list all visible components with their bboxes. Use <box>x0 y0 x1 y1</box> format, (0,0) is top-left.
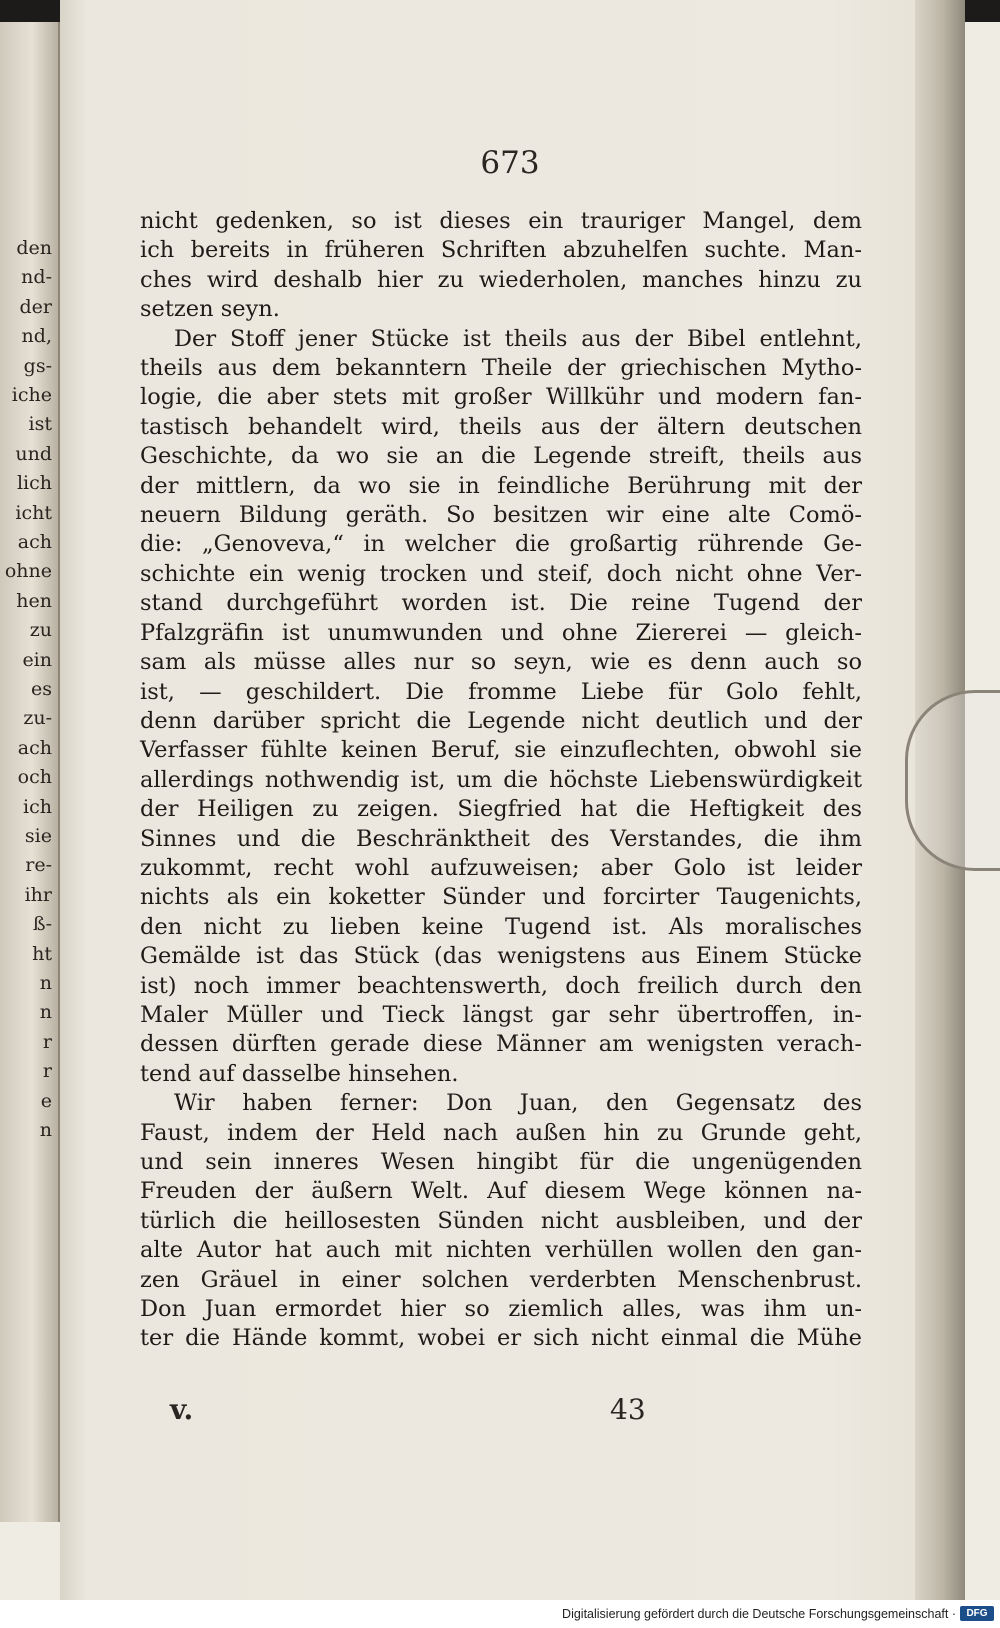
left-page-fragment: re- <box>25 854 52 877</box>
text-line: ches wird deshalb hier zu wiederholen, manches hinzu zu <box>140 266 862 293</box>
left-page-fragment: n <box>39 972 52 994</box>
digitization-credit <box>0 1600 1000 1628</box>
text-line: Faust, indem der Held nach außen hin zu Grunde geht, <box>140 1119 862 1146</box>
left-page-fragment: och <box>17 766 52 789</box>
text-line: zukommt, recht wohl aufzuweisen; aber Golo ist leider <box>140 854 862 881</box>
left-page-fragment: ist <box>28 413 52 436</box>
text-line: neuern Bildung geräth. So besitzen wir eine alte Comö- <box>140 502 862 529</box>
left-page-fragment: icht <box>15 501 52 524</box>
text-line: stand durchgeführt worden ist. Die reine Tugend der <box>140 590 862 617</box>
left-page-fragment: ach <box>17 531 52 553</box>
left-page-fragment: r <box>42 1060 52 1083</box>
text-line: der Heiligen zu zeigen. Siegfried hat die Heftigkeit des <box>140 796 862 823</box>
text-line: der mittlern, da wo sie in feindliche Berührung mit der <box>140 472 862 499</box>
left-page-fragment: e <box>40 1089 52 1112</box>
signature-mark: v. <box>170 1393 194 1426</box>
credit-text: Digitalisierung gefördert durch die Deutsche Forschungsgemeinschaft · <box>562 1607 956 1621</box>
right-page <box>60 0 965 1600</box>
text-line: schichte ein wenig trocken und steif, doch nicht ohne Ver- <box>140 560 862 587</box>
left-page-fragment: nd, <box>21 325 52 348</box>
left-page-fragment: und <box>15 442 52 465</box>
left-page-fragment: sie <box>24 825 52 847</box>
left-page-edge <box>0 22 60 1522</box>
text-line: den nicht zu lieben keine Tugend ist. Als moralisches <box>140 913 862 940</box>
text-line: Don Juan ermordet hier so ziemlich alles, was ihm un- <box>140 1296 862 1323</box>
text-line: nicht gedenken, so ist dieses ein trauriger Mangel, dem <box>140 208 862 234</box>
text-line: ich bereits in früheren Schriften abzuhelfen suchte. Man- <box>140 237 862 264</box>
left-page-fragment: der <box>19 295 52 318</box>
text-line: Maler Müller und Tieck längst gar sehr übertroffen, in- <box>140 1001 862 1028</box>
left-page-fragment: ein <box>22 648 52 671</box>
page-number: 673 <box>480 145 540 181</box>
left-page-fragment: nd- <box>21 266 52 289</box>
dfg-logo: DFG <box>960 1606 994 1621</box>
text-line: Sinnes und die Beschränktheit des Verstandes, die ihm <box>140 825 862 852</box>
text-line: Der Stoff jener Stücke ist theils aus der Bibel entlehnt, <box>174 325 862 352</box>
left-page-fragment: n <box>39 1001 52 1024</box>
left-page-fragment: es <box>31 678 52 700</box>
text-line: setzen seyn. <box>140 296 280 323</box>
left-page-fragment: lich <box>16 472 52 495</box>
left-page-fragment: zu <box>29 619 52 642</box>
text-line: nichts als ein koketter Sünder und forcirter Taugenichts, <box>140 884 862 911</box>
left-page-fragment: den <box>16 237 52 259</box>
text-line: ist, — geschildert. Die fromme Liebe für Golo fehlt, <box>140 678 862 705</box>
text-line: ist) noch immer beachtenswerth, doch freilich durch den <box>140 972 862 999</box>
text-line: und sein inneres Wesen hingibt für die ungenügenden <box>140 1149 862 1175</box>
text-line: ter die Hände kommt, wobei er sich nicht einmal die Mühe <box>140 1325 862 1352</box>
text-line: sam als müsse alles nur so seyn, wie es denn auch so <box>140 649 862 676</box>
text-line: dessen dürften gerade diese Männer am wenigsten verach- <box>140 1031 862 1058</box>
left-page-fragment: ohne <box>4 560 52 583</box>
text-line: logie, die aber stets mit großer Willkühr und modern fan- <box>140 384 862 411</box>
left-page-fragment: r <box>42 1030 52 1053</box>
text-line: allerdings nothwendig ist, um die höchste Liebenswürdigkeit <box>140 766 862 793</box>
text-line: tastisch behandelt wird, theils aus der ältern deutschen <box>140 413 862 440</box>
text-line: denn darüber spricht die Legende nicht deutlich und der <box>140 707 862 734</box>
text-line: Verfasser fühlte keinen Beruf, sie einzuflechten, obwohl sie <box>140 737 862 764</box>
text-line: türlich die heillosesten Sünden nicht ausbleiben, und der <box>140 1207 862 1234</box>
left-page-fragment: ich <box>23 795 52 818</box>
text-line: theils aus dem bekanntern Theile der griechischen Mytho- <box>140 355 862 382</box>
text-line: Pfalzgräfin ist unumwunden und ohne Ziererei — gleich- <box>140 619 862 646</box>
left-page-fragment: n <box>39 1119 52 1141</box>
left-page-fragment: ach <box>17 736 52 759</box>
text-line: Geschichte, da wo sie an die Legende streift, theils aus <box>140 443 862 470</box>
text-line: Freuden der äußern Welt. Auf diesem Wege können na- <box>140 1178 862 1205</box>
page-clip <box>905 690 1000 871</box>
left-page-fragment: hen <box>16 589 52 612</box>
left-page-fragment: ht <box>32 942 52 965</box>
text-line: Wir haben ferner: Don Juan, den Gegensatz des <box>174 1090 862 1117</box>
left-page-fragment: gs- <box>23 354 52 377</box>
text-line: tend auf dasselbe hinsehen. <box>140 1060 459 1087</box>
sheet-number: 43 <box>610 1393 646 1426</box>
body-text <box>140 207 862 1354</box>
left-page-fragment: ihr <box>24 883 52 906</box>
left-page-fragment: zu- <box>23 707 52 730</box>
left-page-fragment: iche <box>11 384 52 406</box>
text-line: alte Autor hat auch mit nichten verhüllen wollen den gan- <box>140 1237 862 1264</box>
text-line: Gemälde ist das Stück (das wenigstens aus Einem Stücke <box>140 943 862 970</box>
text-line: zen Gräuel in einer solchen verderbten Menschenbrust. <box>140 1266 862 1293</box>
left-page-fragment: ß- <box>32 913 52 936</box>
text-line: die: „Genoveva,“ in welcher die großartig rührende Ge- <box>140 531 862 558</box>
page-footer <box>140 1393 860 1433</box>
